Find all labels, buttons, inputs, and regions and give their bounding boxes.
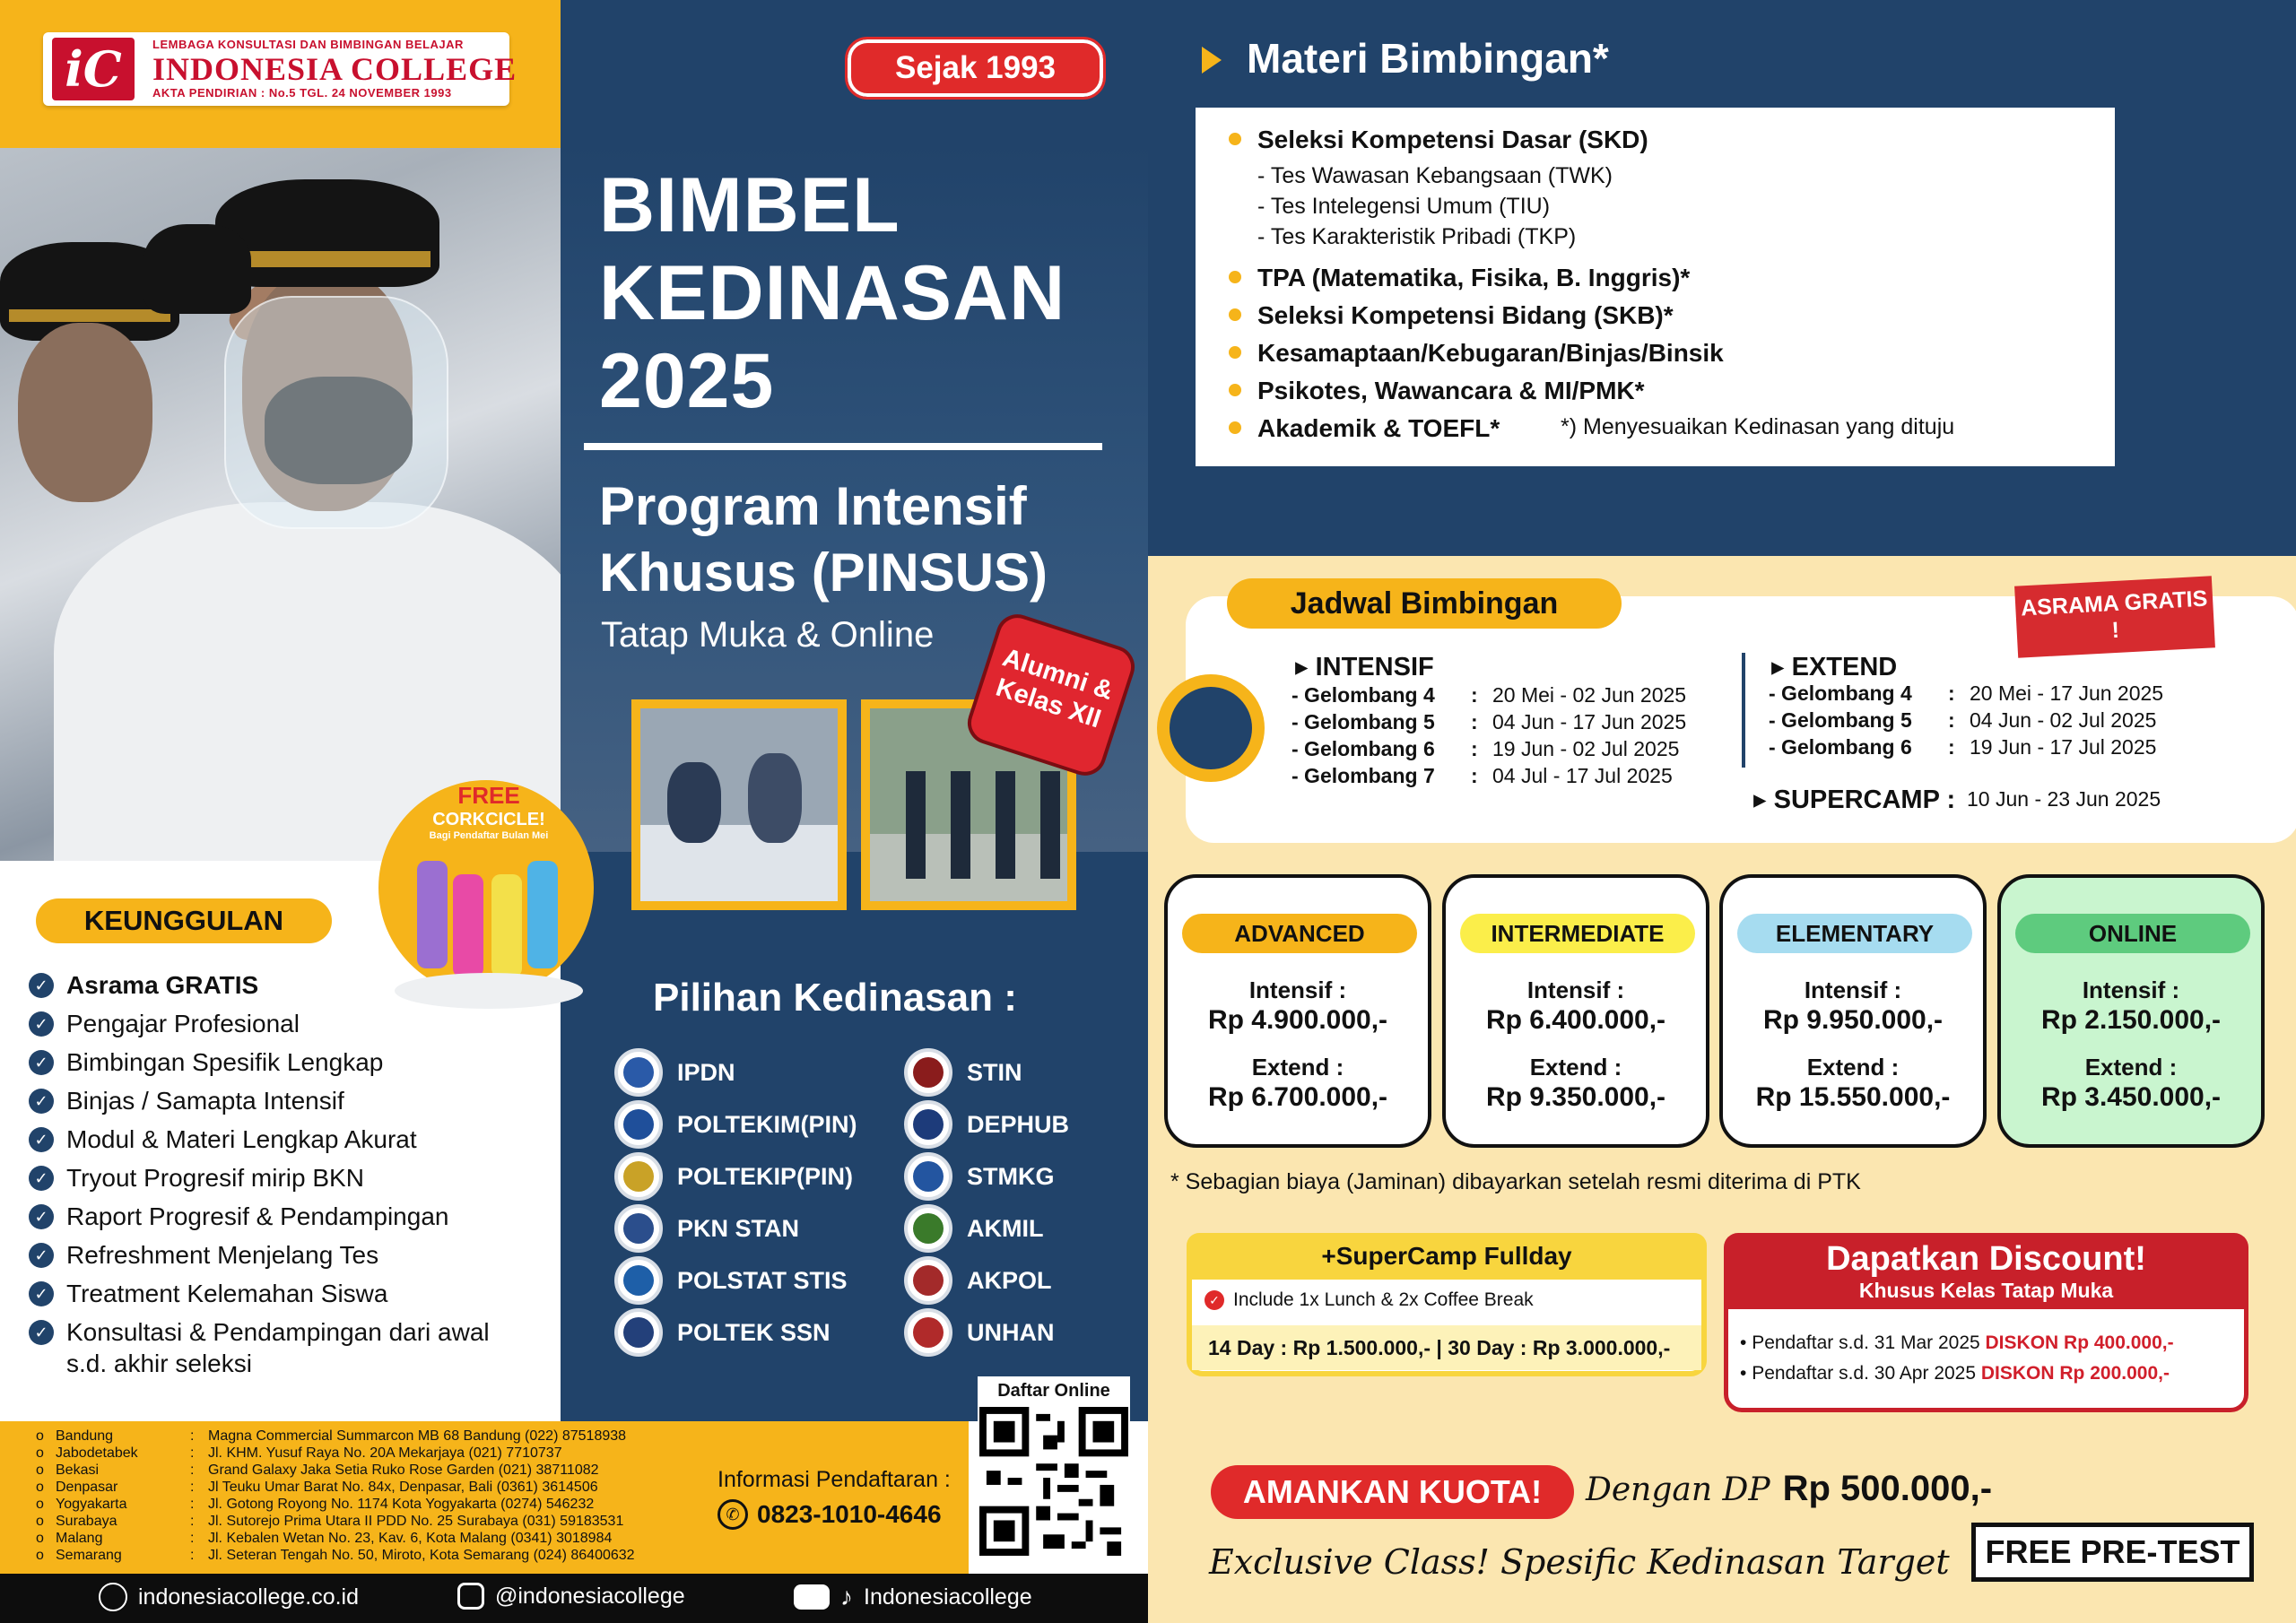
gelombang-date: 20 Mei - 02 Jun 2025 [1492, 683, 1687, 707]
arrow-icon [1202, 47, 1222, 74]
institution-seal-icon [614, 1152, 663, 1201]
address-row [36, 1445, 562, 1462]
gelombang-date: 19 Jun - 17 Jul 2025 [1970, 735, 2157, 759]
address-city: Jabodetabek [56, 1445, 138, 1461]
address-text: Jl. KHM. Yusuf Raya No. 20A Mekarjaya (021) 7710737 [208, 1445, 562, 1461]
institution-seal-icon [614, 1048, 663, 1097]
discount-line: • Pendaftar s.d. 31 Mar 2025 DISKON Rp 400.000,- [1740, 1332, 2174, 1353]
footer-social[interactable]: ♪ Indonesiacollege [794, 1583, 1032, 1611]
supercamp-title: +SuperCamp Fullday [1187, 1233, 1707, 1280]
bullet-icon: o [36, 1514, 44, 1529]
address-row [36, 1547, 635, 1564]
discount-line: • Pendaftar s.d. 30 Apr 2025 DISKON Rp 200.000,- [1740, 1363, 2170, 1384]
bullet-icon [1229, 421, 1241, 434]
address-city: Denpasar [56, 1480, 118, 1495]
spacer [29, 1349, 54, 1379]
price-card [1442, 874, 1709, 1148]
separator: : [190, 1462, 195, 1478]
address-row [36, 1428, 626, 1445]
instagram-icon [457, 1583, 484, 1610]
separator: : [1948, 735, 1955, 759]
asrama-badge: ASRAMA GRATIS ! [2014, 576, 2215, 657]
extend-label: Extend : [1251, 1054, 1344, 1081]
address-text: Jl Teuku Umar Barat No. 84x, Denpasar, Bali (0361) 3614506 [208, 1480, 598, 1495]
separator: : [190, 1514, 195, 1529]
youtube-icon [794, 1584, 830, 1610]
address-row [36, 1462, 599, 1479]
keunggulan-item [29, 1202, 567, 1232]
check-icon: ✓ [1205, 1290, 1224, 1310]
kedinasan-item [614, 1255, 848, 1306]
materi-skd-sub: - Tes Karakteristik Pribadi (TKP) [1257, 224, 1577, 249]
materi-title: Materi Bimbingan* [1247, 35, 1609, 82]
logo-mark: iC [52, 38, 135, 100]
check-icon: ✓ [29, 1166, 54, 1191]
separator: : [190, 1428, 195, 1444]
kedinasan-label: UNHAN [967, 1318, 1055, 1346]
institution-seal-icon [614, 1100, 663, 1149]
keunggulan-item [29, 1086, 567, 1116]
address-city: Semarang [56, 1548, 122, 1563]
keunggulan-label: Treatment Kelemahan Siswa [66, 1280, 388, 1307]
materi-skd: Seleksi Kompetensi Dasar (SKD) [1257, 126, 1648, 153]
jadwal-row [1769, 735, 2156, 759]
extend-label: ▸ EXTEND [1771, 653, 1898, 681]
amankan-kuota-button[interactable]: AMANKAN KUOTA! [1211, 1465, 1574, 1519]
address-text: Magna Commercial Summarcon MB 68 Bandung (022) 87518938 [208, 1428, 627, 1444]
keunggulan-item [29, 1279, 567, 1309]
gelombang-label: - Gelombang 4 [1769, 681, 1912, 705]
intensif-label: Intensif : [1248, 976, 1347, 1003]
gelombang-date: 04 Jul - 17 Jul 2025 [1492, 764, 1673, 787]
bullet-icon: o [36, 1548, 44, 1563]
discount-header: Dapatkan Discount! Khusus Kelas Tatap Muka [1724, 1233, 2248, 1309]
price-note: * Sebagian biaya (Jaminan) dibayarkan setelah resmi diterima di PTK [1170, 1169, 1861, 1194]
kedinasan-item [904, 1047, 1022, 1098]
price-tier-label: ELEMENTARY [1737, 914, 1972, 953]
institution-seal-icon [904, 1048, 952, 1097]
bullet-icon [1229, 384, 1241, 396]
extend-price: Rp 15.550.000,- [1755, 1082, 1951, 1112]
keunggulan-item [29, 1317, 567, 1348]
kedinasan-item [904, 1255, 1052, 1306]
keunggulan-label: Bimbingan Spesifik Lengkap [66, 1048, 384, 1076]
gelombang-label: - Gelombang 4 [1292, 683, 1435, 707]
jadwal-row [1292, 710, 1686, 734]
kedinasan-item [614, 1151, 853, 1202]
program-subtitle: Program Intensif Khusus (PINSUS) [599, 476, 1048, 603]
keunggulan-item [29, 1009, 567, 1039]
extend-label: Extend : [2084, 1054, 2178, 1081]
jadwal-divider [1742, 653, 1745, 768]
materi-item: Akademik & TOEFL* [1257, 414, 1500, 442]
dp-info: Dengan DP Rp 500.000,- [1586, 1469, 1993, 1508]
materi-skd-sub: - Tes Wawasan Kebangsaan (TWK) [1257, 163, 1613, 188]
kedinasan-item [904, 1203, 1043, 1254]
materi-item: TPA (Matematika, Fisika, B. Inggris)* [1257, 264, 1691, 291]
keunggulan-label: s.d. akhir seleksi [66, 1350, 252, 1377]
mode-label: Tatap Muka & Online [601, 615, 935, 655]
gelombang-date: 04 Jun - 17 Jun 2025 [1492, 710, 1687, 733]
supercamp-date: 10 Jun - 23 Jun 2025 [1967, 787, 2161, 811]
exclusive-tagline: Exclusive Class! Spesific Kedinasan Target [1209, 1542, 1950, 1582]
gelombang-label: - Gelombang 6 [1292, 737, 1435, 760]
bullet-icon: o [36, 1428, 44, 1444]
keunggulan-item [29, 1163, 567, 1193]
kedinasan-item [614, 1307, 831, 1358]
kedinasan-item [904, 1151, 1055, 1202]
intensif-label: Intensif : [1526, 976, 1625, 1003]
daftar-online-label: Daftar Online [978, 1376, 1130, 1405]
jadwal-title: Jadwal Bimbingan [1227, 578, 1622, 629]
address-city: Bekasi [56, 1462, 100, 1478]
address-text: Jl. Gotong Royong No. 1174 Kota Yogyakarta (0274) 546232 [208, 1497, 595, 1512]
address-row [36, 1530, 612, 1547]
footer-website[interactable]: indonesiacollege.co.id [99, 1583, 359, 1611]
address-city: Yogyakarta [56, 1497, 127, 1512]
calendar-icon [1157, 674, 1265, 782]
bullet-icon [1229, 271, 1241, 283]
price-tier-label: ONLINE [2015, 914, 2250, 953]
keunggulan-label: Konsultasi & Pendampingan dari awal [66, 1318, 490, 1346]
materi-skd-sub: - Tes Intelegensi Umum (TIU) [1257, 194, 1551, 219]
tumbler-yellow [491, 874, 522, 977]
kedinasan-label: STIN [967, 1058, 1022, 1086]
kedinasan-label: IPDN [677, 1058, 735, 1086]
kedinasan-item [904, 1099, 1069, 1150]
intensif-price: Rp 2.150.000,- [2040, 1005, 2222, 1035]
jadwal-row [1769, 681, 2163, 706]
kedinasan-item [614, 1203, 799, 1254]
keunggulan-item [29, 1047, 567, 1078]
separator: : [190, 1445, 195, 1461]
materi-item: Psikotes, Wawancara & MI/PMK* [1257, 377, 1645, 404]
address-text: Jl. Sutorejo Prima Utara II PDD No. 25 Surabaya (031) 59183531 [208, 1514, 624, 1529]
bullet-icon [1229, 133, 1241, 145]
address-row [36, 1479, 598, 1496]
address-row [36, 1496, 594, 1513]
materi-item: Seleksi Kompetensi Bidang (SKB)* [1257, 301, 1674, 329]
materi-note: *) Menyesuaikan Kedinasan yang dituju [1561, 414, 1955, 439]
keunggulan-title: KEUNGGULAN [36, 898, 332, 943]
kedinasan-item [614, 1047, 735, 1098]
tumbler-pink [453, 874, 483, 977]
keunggulan-label: Modul & Materi Lengkap Akurat [66, 1125, 417, 1153]
kedinasan-label: STMKG [967, 1162, 1055, 1190]
check-icon: ✓ [29, 1127, 54, 1152]
institution-seal-icon [614, 1204, 663, 1253]
page-title: BIMBEL KEDINASAN 2025 [599, 162, 1066, 424]
address-text: Jl. Kebalen Wetan No. 23, Kav. 6, Kota Malang (0341) 3018984 [208, 1531, 613, 1546]
promo-text: FREE CORKCICLE! Bagi Pendaftar Bulan Mei [429, 782, 549, 841]
institution-seal-icon [904, 1204, 952, 1253]
intensif-price: Rp 4.900.000,- [1207, 1005, 1388, 1035]
materi-item: Kesamaptaan/Kebugaran/Binjas/Binsik [1257, 339, 1724, 367]
qr-code[interactable] [978, 1403, 1130, 1560]
separator: : [1471, 683, 1478, 707]
kedinasan-label: POLTEKIM(PIN) [677, 1110, 857, 1138]
intensif-price: Rp 9.950.000,- [1762, 1005, 1944, 1035]
separator: : [1948, 681, 1955, 705]
extend-price: Rp 6.700.000,- [1207, 1082, 1388, 1112]
separator: : [1948, 708, 1955, 732]
kedinasan-label: POLTEKIP(PIN) [677, 1162, 854, 1190]
address-city: Bandung [56, 1428, 114, 1444]
check-icon: ✓ [29, 1050, 54, 1075]
registration-phone[interactable]: ✆ 0823-1010-4646 [718, 1499, 942, 1530]
check-icon: ✓ [29, 1011, 54, 1037]
separator: : [1471, 737, 1478, 760]
keunggulan-label: Pengajar Profesional [66, 1010, 300, 1037]
institution-seal-icon [904, 1152, 952, 1201]
classroom-photo [631, 699, 847, 910]
address-city: Surabaya [56, 1514, 117, 1529]
check-icon: ✓ [29, 1204, 54, 1229]
logo-tagline: LEMBAGA KONSULTASI DAN BIMBINGAN BELAJAR [152, 38, 464, 51]
institution-seal-icon [904, 1100, 952, 1149]
separator: : [1471, 710, 1478, 733]
extend-price: Rp 3.450.000,- [2040, 1082, 2222, 1112]
separator: : [1471, 764, 1478, 787]
supercamp-label: ▸ SUPERCAMP : [1753, 785, 1956, 814]
price-card [1719, 874, 1987, 1148]
institution-seal-icon [614, 1256, 663, 1305]
supercamp-price: 14 Day : Rp 1.500.000,- | 30 Day : Rp 3.000.000,- [1192, 1325, 1701, 1370]
keunggulan-label: Tryout Progresif mirip BKN [66, 1164, 364, 1192]
price-tier-label: INTERMEDIATE [1460, 914, 1695, 953]
globe-icon [99, 1583, 127, 1611]
title-divider [584, 443, 1102, 450]
institution-seal-icon [904, 1308, 952, 1357]
keunggulan-item [29, 1240, 567, 1271]
alumni-badge: Alumni & Kelas XII [962, 609, 1141, 781]
footer-instagram[interactable]: @indonesiacollege [457, 1583, 685, 1610]
check-icon: ✓ [29, 1281, 54, 1306]
gelombang-label: - Gelombang 5 [1769, 708, 1912, 732]
separator: : [190, 1497, 195, 1512]
footer-bar [0, 1574, 1148, 1623]
bullet-icon: o [36, 1462, 44, 1478]
bullet-icon [1229, 346, 1241, 359]
since-badge: Sejak 1993 [848, 39, 1103, 97]
tumbler-purple [417, 861, 448, 968]
extend-label: Extend : [1806, 1054, 1900, 1081]
keunggulan-item [29, 1124, 567, 1155]
bullet-icon [1229, 308, 1241, 321]
kedinasan-label: PKN STAN [677, 1214, 800, 1242]
address-city: Malang [56, 1531, 103, 1546]
gelombang-label: - Gelombang 5 [1292, 710, 1435, 733]
whatsapp-icon: ✆ [718, 1499, 748, 1530]
extend-label: Extend : [1529, 1054, 1622, 1081]
price-card [1164, 874, 1431, 1148]
intensif-price: Rp 6.400.000,- [1485, 1005, 1666, 1035]
bullet-icon: o [36, 1497, 44, 1512]
gelombang-date: 19 Jun - 02 Jul 2025 [1492, 737, 1680, 760]
keunggulan-label: Raport Progresif & Pendampingan [66, 1202, 449, 1230]
bullet-icon: o [36, 1480, 44, 1495]
logo-name: INDONESIA COLLEGE [152, 51, 517, 87]
kedinasan-label: AKMIL [967, 1214, 1044, 1242]
gelombang-date: 04 Jun - 02 Jul 2025 [1970, 708, 2157, 732]
institution-seal-icon [904, 1256, 952, 1305]
institution-seal-icon [614, 1308, 663, 1357]
keunggulan-label: Binjas / Samapta Intensif [66, 1087, 344, 1115]
gelombang-label: - Gelombang 6 [1769, 735, 1912, 759]
tumbler-blue [527, 861, 558, 968]
keunggulan-label: Asrama GRATIS [66, 971, 259, 999]
keunggulan-item [29, 1349, 567, 1379]
price-card [1997, 874, 2265, 1148]
kedinasan-item [904, 1307, 1055, 1358]
bullet-icon: o [36, 1445, 44, 1461]
address-text: Grand Galaxy Jaka Setia Ruko Rose Garden (021) 38711082 [208, 1462, 599, 1478]
separator: : [190, 1548, 195, 1563]
address-text: Jl. Seteran Tengah No. 50, Miroto, Kota Semarang (024) 86400632 [208, 1548, 635, 1563]
gelombang-label: - Gelombang 7 [1292, 764, 1435, 787]
gelombang-date: 20 Mei - 17 Jun 2025 [1970, 681, 2164, 705]
intensif-label: ▸ INTENSIF [1295, 653, 1434, 681]
tiktok-icon: ♪ [840, 1583, 853, 1610]
free-pretest-badge: FREE PRE-TEST [1971, 1523, 2254, 1582]
kedinasan-label: AKPOL [967, 1266, 1052, 1294]
check-icon: ✓ [29, 1243, 54, 1268]
kedinasan-label: DEPHUB [967, 1110, 1070, 1138]
pilihan-title: Pilihan Kedinasan : [653, 976, 1017, 1020]
kedinasan-item [614, 1099, 857, 1150]
extend-price: Rp 9.350.000,- [1485, 1082, 1666, 1112]
jadwal-row [1292, 683, 1686, 707]
check-icon: ✓ [29, 973, 54, 998]
supercamp-include: ✓ Include 1x Lunch & 2x Coffee Break [1205, 1289, 1534, 1311]
kedinasan-label: POLTEK SSN [677, 1318, 831, 1346]
keunggulan-item [29, 970, 567, 1001]
keunggulan-label: Refreshment Menjelang Tes [66, 1241, 379, 1269]
price-tier-label: ADVANCED [1182, 914, 1417, 953]
jadwal-row [1292, 737, 1679, 761]
check-icon: ✓ [29, 1320, 54, 1345]
bullet-icon: o [36, 1531, 44, 1546]
intensif-label: Intensif : [2082, 976, 2180, 1003]
separator: : [190, 1480, 195, 1495]
jadwal-row [1769, 708, 2156, 733]
address-row [36, 1513, 623, 1530]
registration-label: Informasi Pendaftaran : [718, 1467, 951, 1492]
jadwal-row [1292, 764, 1673, 788]
separator: : [190, 1531, 195, 1546]
logo-akta: AKTA PENDIRIAN : No.5 TGL. 24 NOVEMBER 1993 [152, 86, 452, 100]
kedinasan-label: POLSTAT STIS [677, 1266, 848, 1294]
intensif-label: Intensif : [1804, 976, 1902, 1003]
check-icon: ✓ [29, 1089, 54, 1114]
